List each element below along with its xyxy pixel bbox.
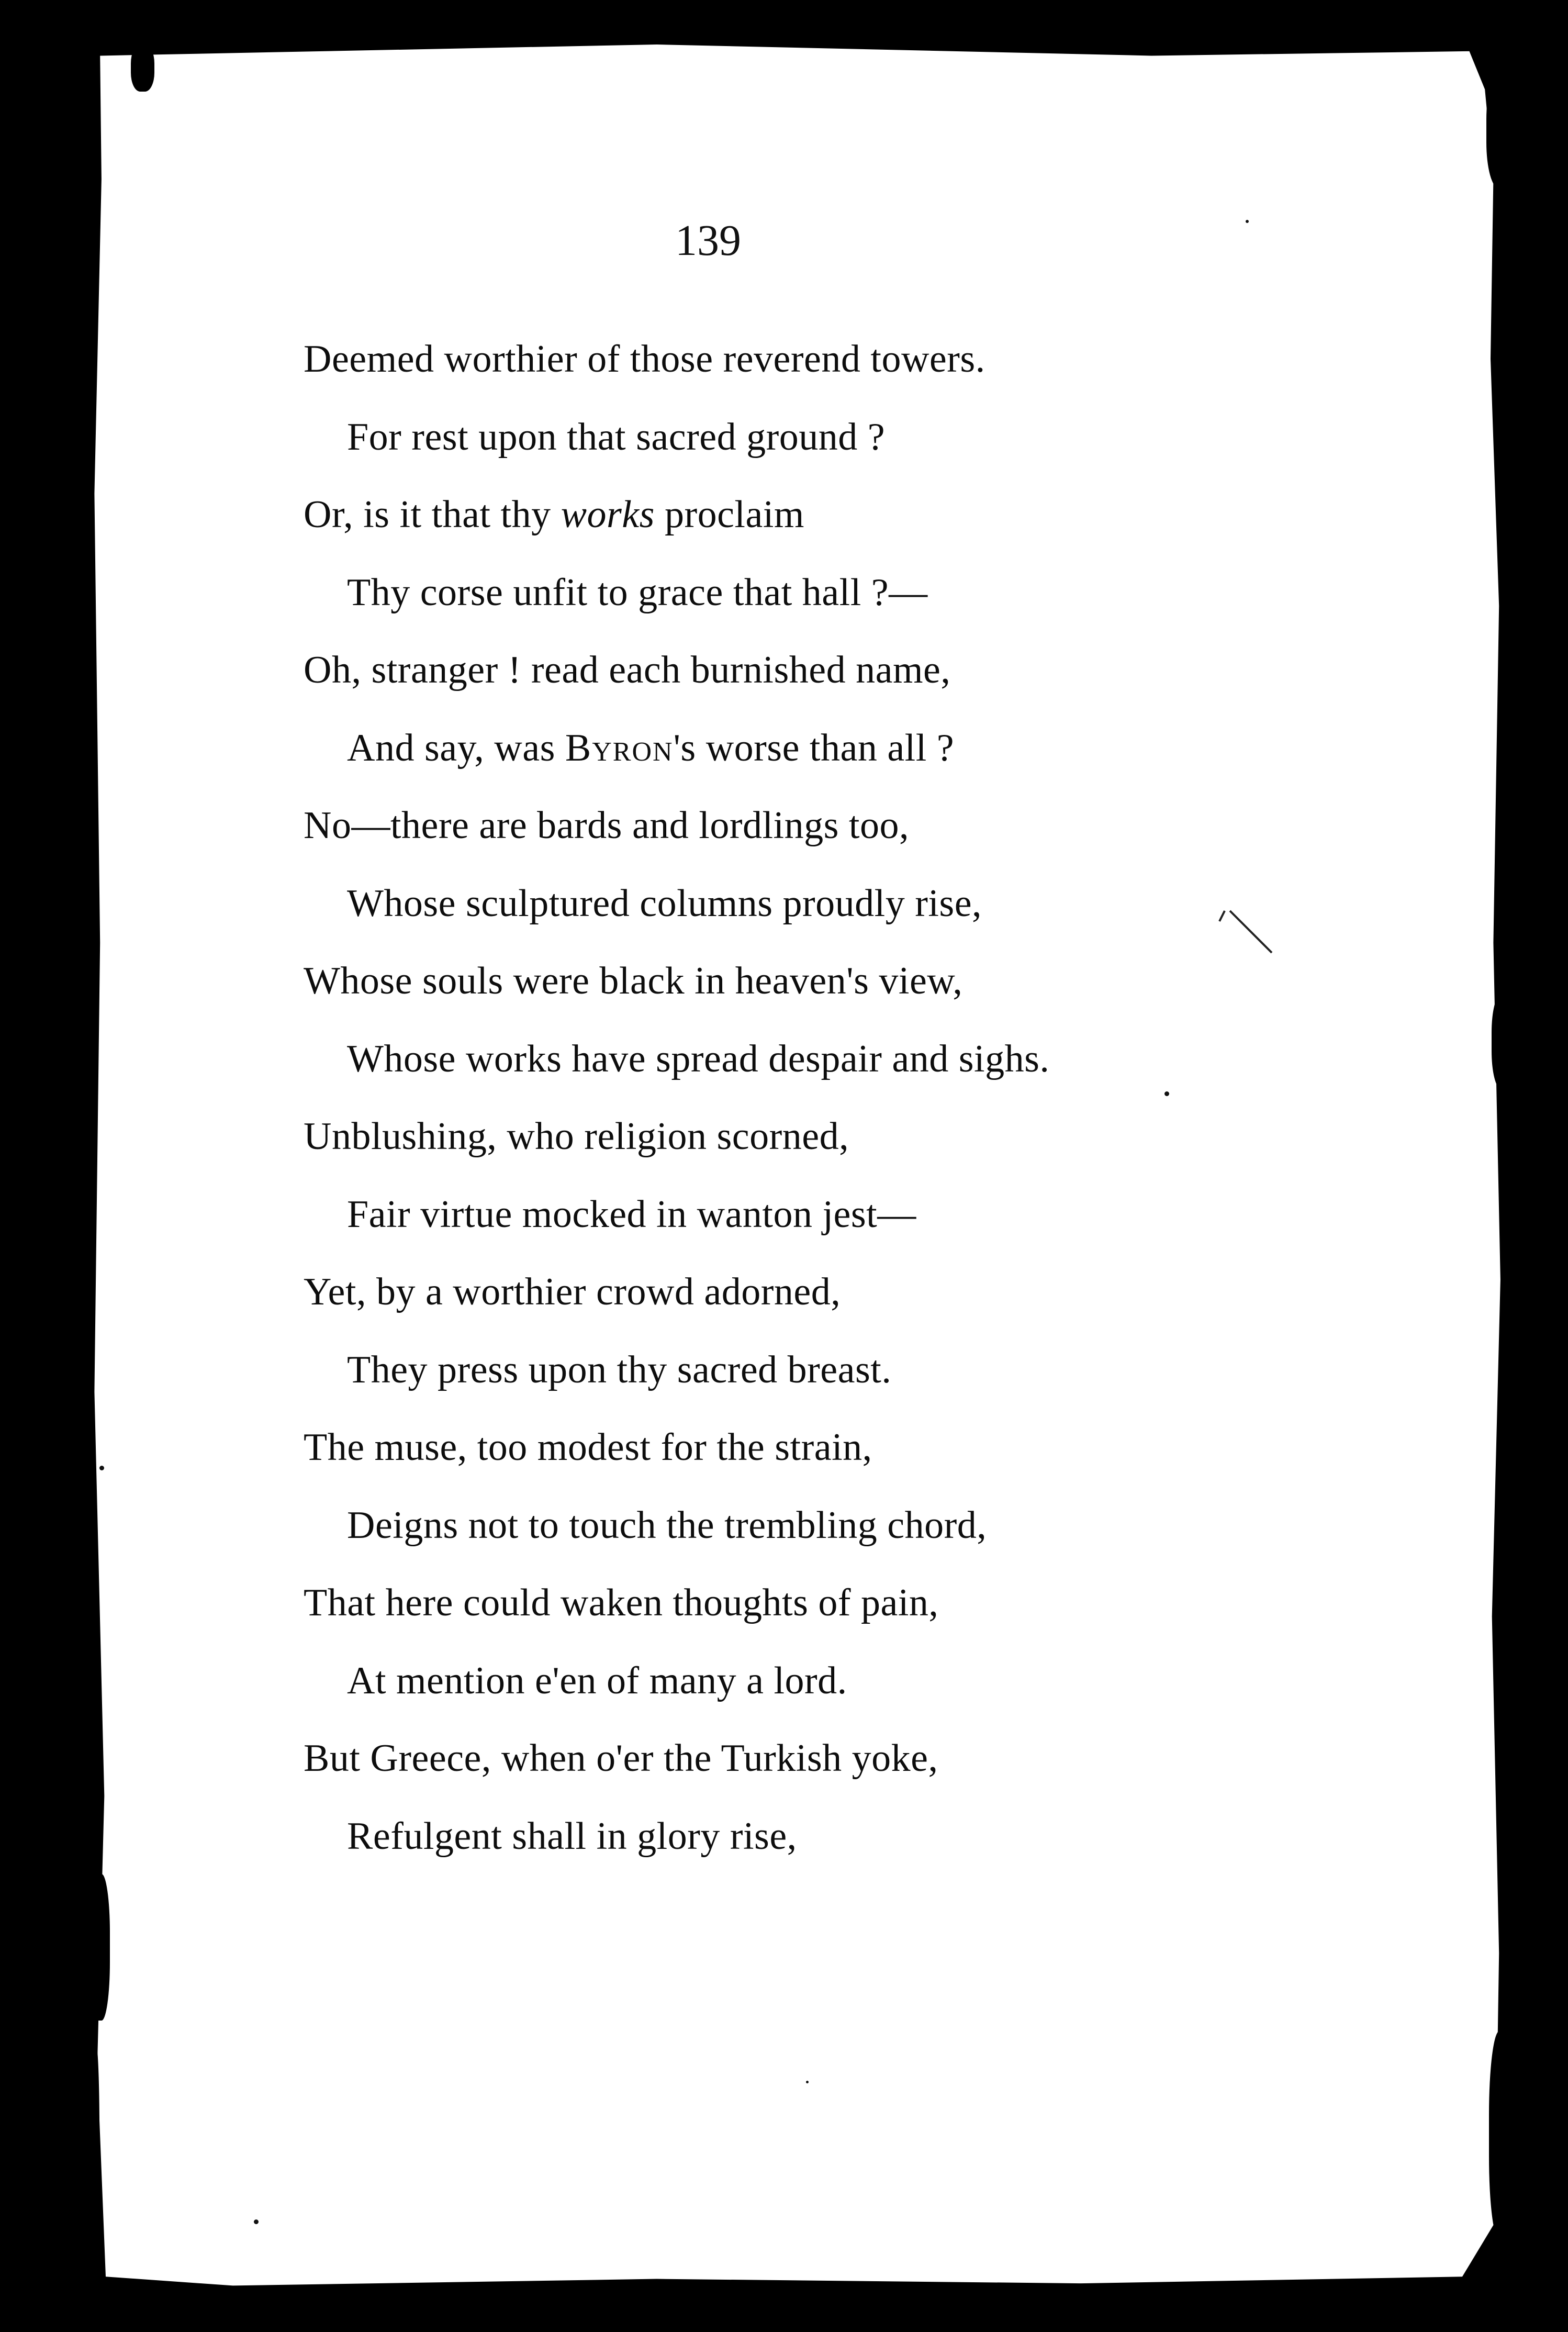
right-edge-damage-low	[1489, 2031, 1515, 2240]
poem-line: Refulgent shall in glory rise,	[347, 1814, 797, 1858]
poem-line: Fair virtue mocked in wanton jest—	[347, 1192, 916, 1236]
poem-line-small-caps-name: Byron	[565, 726, 674, 769]
speck	[806, 2081, 809, 2083]
poem-line: Whose souls were black in heaven's view,	[304, 959, 963, 1002]
poem-text	[304, 320, 1455, 1875]
poem-line: Oh, stranger ! read each burnished name,	[304, 649, 951, 691]
poem-line-italic-word: works	[561, 493, 655, 536]
left-edge-damage	[89, 1874, 110, 2021]
poem-line: The muse, too modest for the strain,	[304, 1426, 872, 1469]
poem-line: But Greece, when o'er the Turkish yoke,	[304, 1737, 938, 1780]
poem-line-part: Or, is it that thy	[304, 493, 561, 536]
poem-line: Unblushing, who religion scorned,	[304, 1115, 849, 1158]
poem-line	[304, 709, 1455, 787]
poem-line: Whose sculptured columns proudly rise,	[347, 882, 982, 925]
poem-line	[304, 476, 1455, 554]
right-edge-damage	[1486, 73, 1518, 188]
poem-line-part: proclaim	[654, 493, 804, 536]
poem-line: Yet, by a worthier crowd adorned,	[304, 1270, 841, 1313]
poem-line: They press upon thy sacred breast.	[347, 1348, 892, 1391]
poem-line-part: 's worse than all ?	[673, 726, 955, 769]
page-number: 139	[675, 216, 741, 265]
speck	[254, 2219, 259, 2224]
poem-line: Deemed worthier of those reverend towers.	[304, 338, 985, 381]
speck	[99, 1466, 104, 1470]
poem-line: For rest upon that sacred ground ?	[347, 415, 886, 459]
poem-line: That here could waken thoughts of pain,	[304, 1581, 939, 1624]
poem-line: At mention e'en of many a lord.	[347, 1659, 847, 1702]
poem-line: Thy corse unfit to grace that hall ?—	[347, 571, 928, 614]
left-edge-damage-lower	[90, 2041, 99, 2261]
poem-line-part: And say, was	[347, 726, 565, 769]
speck	[1246, 220, 1249, 223]
poem-line: No—there are bards and lordlings too,	[304, 804, 909, 847]
right-edge-damage-mid	[1492, 995, 1515, 1089]
poem-line: Whose works have spread despair and sighs.	[347, 1037, 1050, 1080]
top-left-corner-damage	[131, 44, 154, 92]
poem-line: Deigns not to touch the trembling chord,	[347, 1503, 987, 1547]
